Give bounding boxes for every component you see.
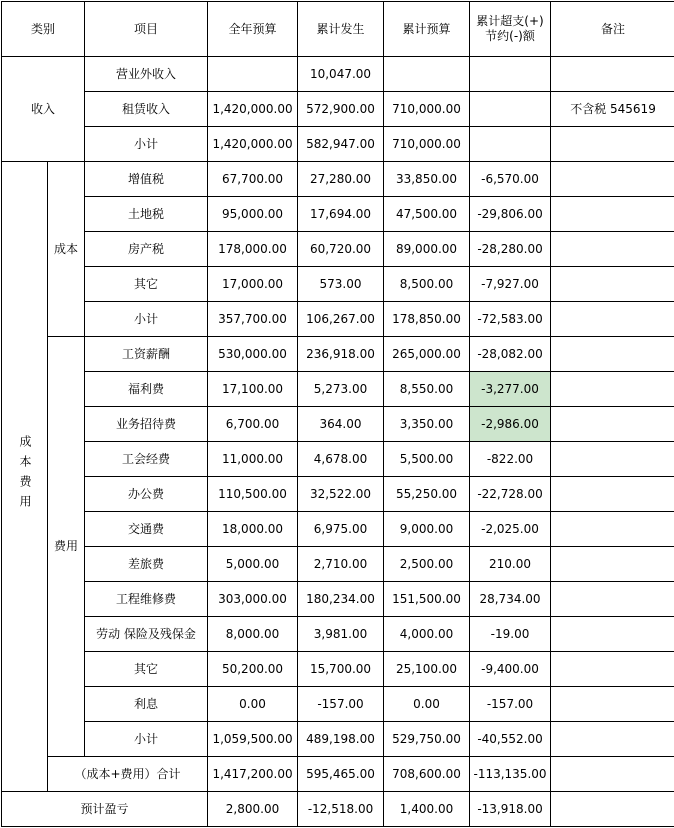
cell-variance: -28,082.00 xyxy=(470,337,551,372)
cell-variance: -72,583.00 xyxy=(470,302,551,337)
budget-table xyxy=(1,1,674,827)
cell-remark xyxy=(551,512,674,547)
cell-remark xyxy=(551,372,674,407)
expense-group-label: 费用 xyxy=(48,337,85,757)
cell-cumulative-actual: 572,900.00 xyxy=(298,92,384,127)
cell-cumulative-actual: 17,694.00 xyxy=(298,197,384,232)
table-row xyxy=(2,57,674,92)
cell-item: 增值税 xyxy=(85,162,208,197)
cell-annual-budget: 5,000.00 xyxy=(208,547,298,582)
table-row-profit xyxy=(2,792,674,827)
cell-variance: 210.00 xyxy=(470,547,551,582)
header-variance-line2: 节约(-)额 xyxy=(472,29,548,44)
cell-item: 利息 xyxy=(85,687,208,722)
table-row xyxy=(2,687,674,722)
cost-group-label: 成本 xyxy=(48,162,85,337)
header-remark: 备注 xyxy=(551,2,674,57)
cell-item: 业务招待费 xyxy=(85,407,208,442)
cell-item: 营业外收入 xyxy=(85,57,208,92)
table-row xyxy=(2,232,674,267)
cell-item: 办公费 xyxy=(85,477,208,512)
cell-cumulative-budget: 178,850.00 xyxy=(384,302,470,337)
cell-item: 差旅费 xyxy=(85,547,208,582)
cell-annual-budget xyxy=(208,57,298,92)
cell-remark xyxy=(551,757,674,792)
cell-annual-budget: 8,000.00 xyxy=(208,617,298,652)
cost-expense-group-label xyxy=(2,162,48,792)
cell-variance xyxy=(470,92,551,127)
table-row xyxy=(2,372,674,407)
cell-cumulative-actual: 27,280.00 xyxy=(298,162,384,197)
cell-cumulative-budget: 4,000.00 xyxy=(384,617,470,652)
cell-cumulative-budget: 0.00 xyxy=(384,687,470,722)
table-row xyxy=(2,722,674,757)
cell-cumulative-actual: 595,465.00 xyxy=(298,757,384,792)
table-row xyxy=(2,267,674,302)
table-row xyxy=(2,477,674,512)
cell-remark xyxy=(551,442,674,477)
cell-annual-budget: 2,800.00 xyxy=(208,792,298,827)
cell-remark xyxy=(551,652,674,687)
cell-variance: 28,734.00 xyxy=(470,582,551,617)
cell-annual-budget: 0.00 xyxy=(208,687,298,722)
cell-cumulative-budget: 1,400.00 xyxy=(384,792,470,827)
cell-cumulative-budget: 151,500.00 xyxy=(384,582,470,617)
table-row xyxy=(2,547,674,582)
cell-cumulative-actual: 236,918.00 xyxy=(298,337,384,372)
cell-cumulative-actual: 3,981.00 xyxy=(298,617,384,652)
cell-annual-budget: 530,000.00 xyxy=(208,337,298,372)
cell-item: 交通费 xyxy=(85,512,208,547)
cell-remark xyxy=(551,547,674,582)
cell-cumulative-budget: 710,000.00 xyxy=(384,127,470,162)
cell-cumulative-actual: 4,678.00 xyxy=(298,442,384,477)
cell-remark xyxy=(551,337,674,372)
table-row xyxy=(2,407,674,442)
cell-remark xyxy=(551,407,674,442)
cell-item: 其它 xyxy=(85,267,208,302)
header-variance xyxy=(470,2,551,57)
header-cumulative-actual: 累计发生 xyxy=(298,2,384,57)
table-row xyxy=(2,162,674,197)
cell-annual-budget: 110,500.00 xyxy=(208,477,298,512)
cell-item: 其它 xyxy=(85,652,208,687)
cell-cumulative-budget: 25,100.00 xyxy=(384,652,470,687)
cell-annual-budget: 67,700.00 xyxy=(208,162,298,197)
cell-cumulative-actual: 106,267.00 xyxy=(298,302,384,337)
cell-cumulative-budget: 3,350.00 xyxy=(384,407,470,442)
cell-remark xyxy=(551,792,674,827)
cell-cumulative-budget: 529,750.00 xyxy=(384,722,470,757)
cell-cumulative-actual: 60,720.00 xyxy=(298,232,384,267)
header-category: 类别 xyxy=(2,2,85,57)
cell-annual-budget: 303,000.00 xyxy=(208,582,298,617)
cell-item: 租赁收入 xyxy=(85,92,208,127)
cell-remark xyxy=(551,57,674,92)
cell-cumulative-budget: 9,000.00 xyxy=(384,512,470,547)
cell-cumulative-budget: 47,500.00 xyxy=(384,197,470,232)
cell-variance: -22,728.00 xyxy=(470,477,551,512)
cell-item: 工会经费 xyxy=(85,442,208,477)
table-row xyxy=(2,442,674,477)
cell-item: 小计 xyxy=(85,722,208,757)
cell-remark xyxy=(551,232,674,267)
cell-cumulative-actual: 10,047.00 xyxy=(298,57,384,92)
table-row xyxy=(2,127,674,162)
cell-variance: -40,552.00 xyxy=(470,722,551,757)
cell-annual-budget: 357,700.00 xyxy=(208,302,298,337)
cell-annual-budget: 95,000.00 xyxy=(208,197,298,232)
cell-remark xyxy=(551,582,674,617)
cell-variance-highlighted: -2,986.00 xyxy=(470,407,551,442)
cell-cumulative-actual: 5,273.00 xyxy=(298,372,384,407)
cell-annual-budget: 178,000.00 xyxy=(208,232,298,267)
cell-cumulative-actual: 15,700.00 xyxy=(298,652,384,687)
cell-cumulative-budget: 33,850.00 xyxy=(384,162,470,197)
cell-variance: -2,025.00 xyxy=(470,512,551,547)
cell-variance: -7,927.00 xyxy=(470,267,551,302)
cell-annual-budget: 6,700.00 xyxy=(208,407,298,442)
cell-remark xyxy=(551,302,674,337)
cell-cumulative-budget: 55,250.00 xyxy=(384,477,470,512)
cell-annual-budget: 11,000.00 xyxy=(208,442,298,477)
cell-remark xyxy=(551,687,674,722)
cell-remark xyxy=(551,477,674,512)
cell-cumulative-budget: 89,000.00 xyxy=(384,232,470,267)
cost-expense-group-text: 成本费用 xyxy=(17,435,32,515)
cell-item: 小计 xyxy=(85,127,208,162)
cell-remark xyxy=(551,127,674,162)
cell-cumulative-budget: 8,550.00 xyxy=(384,372,470,407)
table-row xyxy=(2,337,674,372)
cell-variance: -13,918.00 xyxy=(470,792,551,827)
table-row xyxy=(2,617,674,652)
header-annual-budget: 全年预算 xyxy=(208,2,298,57)
table-row xyxy=(2,512,674,547)
cell-variance: -9,400.00 xyxy=(470,652,551,687)
cell-cumulative-budget: 708,600.00 xyxy=(384,757,470,792)
table-row xyxy=(2,582,674,617)
cell-profit-label: 预计盈亏 xyxy=(2,792,208,827)
table-row xyxy=(2,302,674,337)
cell-annual-budget: 1,420,000.00 xyxy=(208,92,298,127)
cell-item: 劳动 保险及残保金 xyxy=(85,617,208,652)
header-item: 项目 xyxy=(85,2,208,57)
cell-annual-budget: 1,417,200.00 xyxy=(208,757,298,792)
cell-cumulative-actual: 582,947.00 xyxy=(298,127,384,162)
cell-cumulative-actual: 32,522.00 xyxy=(298,477,384,512)
income-group-label: 收入 xyxy=(2,57,85,162)
cell-annual-budget: 50,200.00 xyxy=(208,652,298,687)
cell-total-label: （成本+费用）合计 xyxy=(48,757,208,792)
cell-variance-highlighted: -3,277.00 xyxy=(470,372,551,407)
cell-item: 房产税 xyxy=(85,232,208,267)
table-row xyxy=(2,197,674,232)
cell-annual-budget: 17,000.00 xyxy=(208,267,298,302)
cell-item: 工程维修费 xyxy=(85,582,208,617)
cell-variance: -29,806.00 xyxy=(470,197,551,232)
cell-variance: -28,280.00 xyxy=(470,232,551,267)
cell-remark xyxy=(551,267,674,302)
cell-variance xyxy=(470,127,551,162)
cell-annual-budget: 1,420,000.00 xyxy=(208,127,298,162)
cell-variance: -822.00 xyxy=(470,442,551,477)
cell-cumulative-actual: 6,975.00 xyxy=(298,512,384,547)
header-variance-line1: 累计超支(+) xyxy=(472,14,548,29)
cell-cumulative-budget: 5,500.00 xyxy=(384,442,470,477)
cell-variance: -157.00 xyxy=(470,687,551,722)
cell-cumulative-actual: 364.00 xyxy=(298,407,384,442)
cell-remark xyxy=(551,722,674,757)
cell-item: 福利费 xyxy=(85,372,208,407)
cell-item: 土地税 xyxy=(85,197,208,232)
cell-remark xyxy=(551,162,674,197)
cell-variance: -113,135.00 xyxy=(470,757,551,792)
cell-cumulative-actual: -157.00 xyxy=(298,687,384,722)
cell-cumulative-budget xyxy=(384,57,470,92)
cell-cumulative-actual: 180,234.00 xyxy=(298,582,384,617)
table-row-total xyxy=(2,757,674,792)
cell-cumulative-actual: 573.00 xyxy=(298,267,384,302)
cell-remark: 不含税 545619 xyxy=(551,92,674,127)
cell-variance: -6,570.00 xyxy=(470,162,551,197)
cell-remark xyxy=(551,197,674,232)
cell-variance xyxy=(470,57,551,92)
header-cumulative-budget: 累计预算 xyxy=(384,2,470,57)
table-row xyxy=(2,92,674,127)
cell-cumulative-budget: 8,500.00 xyxy=(384,267,470,302)
cell-annual-budget: 18,000.00 xyxy=(208,512,298,547)
cell-item: 工资薪酬 xyxy=(85,337,208,372)
cell-variance: -19.00 xyxy=(470,617,551,652)
cell-cumulative-actual: -12,518.00 xyxy=(298,792,384,827)
cell-cumulative-actual: 2,710.00 xyxy=(298,547,384,582)
header-row xyxy=(2,2,674,57)
cell-cumulative-budget: 265,000.00 xyxy=(384,337,470,372)
cell-cumulative-actual: 489,198.00 xyxy=(298,722,384,757)
cell-annual-budget: 1,059,500.00 xyxy=(208,722,298,757)
cell-remark xyxy=(551,617,674,652)
cell-annual-budget: 17,100.00 xyxy=(208,372,298,407)
cell-cumulative-budget: 2,500.00 xyxy=(384,547,470,582)
cell-cumulative-budget: 710,000.00 xyxy=(384,92,470,127)
cell-item: 小计 xyxy=(85,302,208,337)
table-row xyxy=(2,652,674,687)
